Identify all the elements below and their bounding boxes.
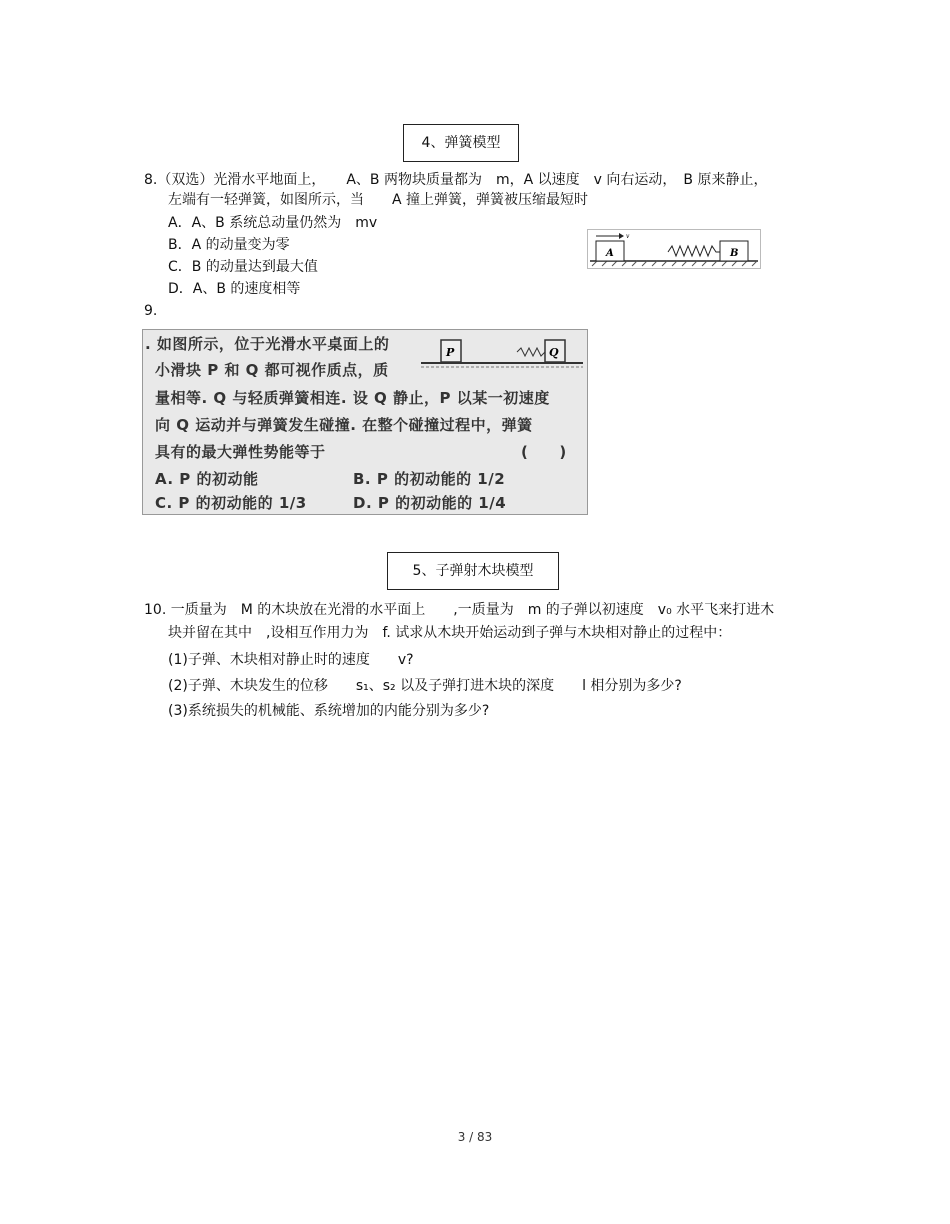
q8-figure [587, 229, 761, 269]
arrow-head [619, 233, 624, 239]
label-a: A [606, 248, 614, 259]
label-b: B [730, 248, 739, 259]
label-q: Q [549, 346, 559, 359]
section-5-title-text: 5、子弹射木块模型 [412, 563, 534, 579]
q8-line-2: 左端有一轻弹簧，如图所示，当 A 撞上弹簧，弹簧被压缩最短时 [168, 192, 589, 208]
q10-line-1: 10. 一质量为 M 的木块放在光滑的水平面上 ,一质量为 m 的子弹以初速度 v₀ 水平飞来打进木 [144, 602, 775, 618]
label-v: v [626, 233, 630, 240]
q10-line-2: 块并留在其中 ,设相互作用力为 f. 试求从木块开始运动到子弹与木块相对静止的过程中： [168, 625, 732, 641]
q9-scan-line-3: 量相等. Q 与轻质弹簧相连. 设 Q 静止，P 以某一初速度 [155, 389, 550, 407]
q9-option-a: A. P 的初动能 [155, 470, 259, 488]
q10-part-2: (2)子弹、木块发生的位移 s₁、s₂ 以及子弹打进木块的深度 l 相分别为多少? [168, 678, 682, 694]
q9-number: 9. [144, 303, 158, 319]
q9-scan-line-1: . 如图所示，位于光滑水平桌面上的 [145, 335, 390, 353]
q8-option-a: A．A、B 系统总动量仍然为 mv [168, 215, 378, 231]
label-p: P [446, 346, 455, 359]
q9-scan-line-4: 向 Q 运动并与弹簧发生碰撞. 在整个碰撞过程中，弹簧 [155, 416, 533, 434]
q9-option-c: C. P 的初动能的 1/3 [155, 494, 307, 512]
q9-scan-bracket: ( ) [521, 443, 567, 461]
q10-part-3: (3)系统损失的机械能、系统增加的内能分别为多少? [168, 703, 490, 719]
q8-option-d: D．A、B 的速度相等 [168, 281, 301, 297]
q9-option-b: B. P 的初动能的 1/2 [353, 470, 506, 488]
q9-spring [517, 348, 545, 356]
q9-figure [421, 334, 583, 374]
q9-scan-line-2: 小滑块 P 和 Q 都可视作质点，质 [155, 361, 389, 379]
section-4-title [403, 124, 519, 162]
section-4-title-text: 4、弹簧模型 [421, 135, 501, 151]
q8-option-b: B．A 的动量变为零 [168, 237, 290, 253]
q9-scan-line-5: 具有的最大弹性势能等于 [155, 443, 326, 461]
q9-option-d: D. P 的初动能的 1/4 [353, 494, 507, 512]
q8-option-c: C．B 的动量达到最大值 [168, 259, 318, 275]
page-number: 3 / 83 [457, 1130, 493, 1144]
q8-figure-svg [588, 230, 760, 268]
section-5-title [387, 552, 559, 590]
q10-part-1: (1)子弹、木块相对静止时的速度 v? [168, 652, 414, 668]
spring [668, 246, 720, 256]
q8-line-1: 8.（双选）光滑水平地面上， A、B 两物块质量都为 m，A 以速度 v 向右运动， B 原来静止， [144, 172, 768, 188]
q9-scanned-image [142, 329, 588, 515]
